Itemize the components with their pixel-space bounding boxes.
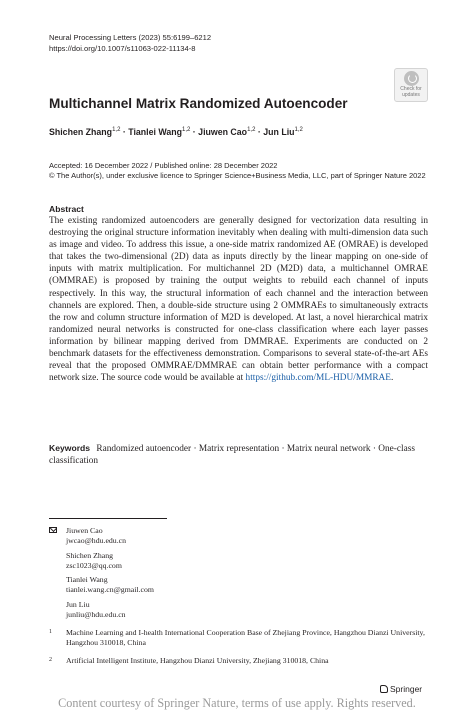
author-affiliation-marker: 1,2 (112, 127, 121, 133)
springer-horse-icon (380, 685, 388, 693)
source-code-link[interactable]: https://github.com/ML-HDU/MMRAE (245, 373, 391, 384)
journal-citation: Neural Processing Letters (2023) 55:6199–6212 (49, 33, 212, 42)
check-updates-icon (404, 71, 419, 86)
doi-link[interactable]: https://doi.org/10.1007/s11063-022-11134-8 (49, 44, 196, 53)
check-badge-line2: updates (402, 91, 420, 98)
affiliation-number: 2 (49, 657, 52, 663)
affiliation-text: Machine Learning and I-health International Cooperation Base of Zhejiang Province, Hangzhou Dianzi University, Hangzhou 310018, China (66, 628, 425, 648)
author-affiliation-marker: 1,2 (247, 127, 256, 133)
envelope-icon (49, 527, 57, 533)
check-badge-line1: Check for (400, 86, 422, 92)
footnote-divider (49, 518, 167, 519)
keywords-label: Keywords (49, 443, 91, 453)
contact-entry (66, 600, 126, 621)
author-separator: · (120, 127, 129, 137)
journal-meta (49, 32, 211, 54)
contact-email[interactable]: zsc1023@qq.com (66, 561, 122, 571)
contact-entry (66, 575, 154, 596)
accepted-published-line: Accepted: 16 December 2022 / Published online: 28 December 2022 (49, 161, 278, 170)
abstract-text: The existing randomized autoencoders are generally designed for vectorization data resulting in destroying the original structure information inevitably when dealing with multi-dimension data such as image and video. To address this issue, a one-side matrix randomized AE (OMRAE) is developed that takes the two-dimensional (2D) data as inputs directly by the linear mapping on one-side of inputs with matrix multiplication. For multichannel 2D (M2D) data, a multichannel OMRAE (OMMRAE) is proposed by training the output weights to rebuild each channel of inputs respectively. In this way, the structural information of each channel and the interaction between channels are explored. Then, a double-side structure using 2 OMMRAEs to simultaneously extracts the row and column structure information of M2D is developed. At last, a novel hierarchical matrix randomized neural networks is constructed for one-class classification where each layer passes information by bilinear mapping derived from DMMRAE. Experiments are conducted on 2 benchmark datasets for the effectiveness demonstration. Comparisons to several state-of-the-art AEs reveal that the proposed OMMRAE/DMMRAE can obtain better performance with a compact network size. The source code would be available at (49, 216, 428, 384)
keywords (49, 442, 428, 467)
contact-entry (66, 526, 126, 547)
contact-entry (66, 551, 122, 572)
author-separator: · (190, 127, 199, 137)
author-separator: · (255, 127, 264, 137)
springer-logo (380, 684, 422, 694)
contact-name: Shichen Zhang (66, 551, 113, 560)
contact-email[interactable]: junliu@hdu.edu.cn (66, 610, 126, 620)
contact-name: Jun Liu (66, 600, 90, 609)
affiliation-number: 1 (49, 629, 52, 635)
author-name[interactable]: Shichen Zhang (49, 127, 113, 137)
author-affiliation-marker: 1,2 (182, 127, 191, 133)
copyright-line: © The Author(s), under exclusive licence to Springer Science+Business Media, LLC, part of Springer Nature 2022 (49, 171, 426, 180)
abstract-end: . (390, 373, 394, 384)
keywords-list: Randomized autoencoder · Matrix representation · Matrix neural network · One-class classification (49, 444, 415, 467)
paper-title: Multichannel Matrix Randomized Autoencoder (49, 96, 348, 111)
affiliation-text: Artificial Intelligent Institute, Hangzhou Dianzi University, Zhejiang 310018, China (66, 656, 329, 665)
abstract-heading: Abstract (49, 204, 84, 214)
author-list (49, 127, 303, 137)
author-name[interactable]: Jiuwen Cao (198, 127, 248, 137)
contact-email[interactable]: jwcao@hdu.edu.cn (66, 536, 127, 546)
check-for-updates-badge[interactable] (394, 68, 428, 102)
author-name[interactable]: Jun Liu (263, 127, 295, 137)
courtesy-watermark: Content courtesy of Springer Nature, terms of use apply. Rights reserved. (58, 696, 416, 710)
publication-dates (49, 161, 426, 181)
author-name[interactable]: Tianlei Wang (128, 127, 182, 137)
author-affiliation-marker: 1,2 (294, 127, 303, 133)
abstract-body (49, 215, 428, 384)
contact-email[interactable]: tianlei.wang.cn@gmail.com (66, 585, 154, 595)
contact-name: Tianlei Wang (66, 575, 108, 584)
springer-wordmark: Springer (390, 684, 423, 694)
contact-name: Jiuwen Cao (66, 526, 103, 535)
